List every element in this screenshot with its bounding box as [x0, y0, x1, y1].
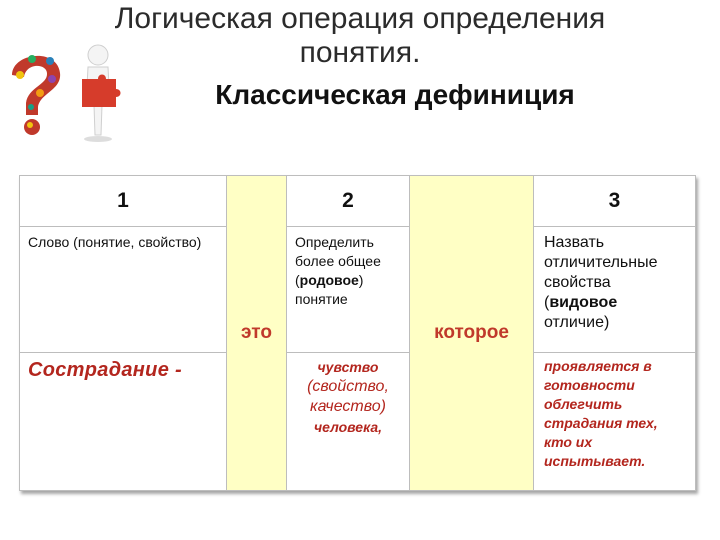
title-line-2: понятия.: [299, 36, 421, 69]
subtitle: Классическая дефиниция: [215, 79, 575, 110]
header-cell-3: 3: [534, 176, 696, 227]
question-mark-icon: [12, 55, 60, 135]
cell-word: [20, 227, 227, 353]
connector-eto: [227, 176, 287, 491]
cell-genus-example: [287, 353, 410, 491]
connector-eto-label: это: [241, 322, 272, 343]
table-row: [20, 227, 696, 353]
definition-table: [19, 175, 696, 491]
header-cell-1: 1: [20, 176, 227, 227]
species-example-text: проявляется в готовности облегчить страдания тех, кто их испытывает.: [544, 358, 658, 469]
cell-species-text: Назвать отличительные свойства (видовое отличие): [544, 234, 658, 331]
cell-species: [534, 227, 696, 353]
title-line-1: Логическая операция определения: [114, 2, 606, 35]
cell-term: [20, 353, 227, 491]
connector-kotoroe-label: которое: [434, 322, 509, 343]
cell-genus: [287, 227, 410, 353]
cell-species-example: [534, 353, 696, 491]
question-mark-and-puzzle-figure-icon: [2, 35, 142, 145]
cell-word-text: Слово (понятие, свойство): [28, 234, 202, 250]
table-row: [20, 353, 696, 491]
header-cell-2: 2: [287, 176, 410, 227]
puzzle-piece-icon: [82, 75, 121, 108]
connector-kotoroe: [410, 176, 534, 491]
cell-genus-text: Определить более общее (родовое) понятие: [295, 234, 381, 307]
term-text: Сострадание -: [28, 359, 182, 381]
genus-example-text: чувство (свойство, качество) человека,: [307, 359, 389, 435]
table-row: [20, 176, 696, 227]
